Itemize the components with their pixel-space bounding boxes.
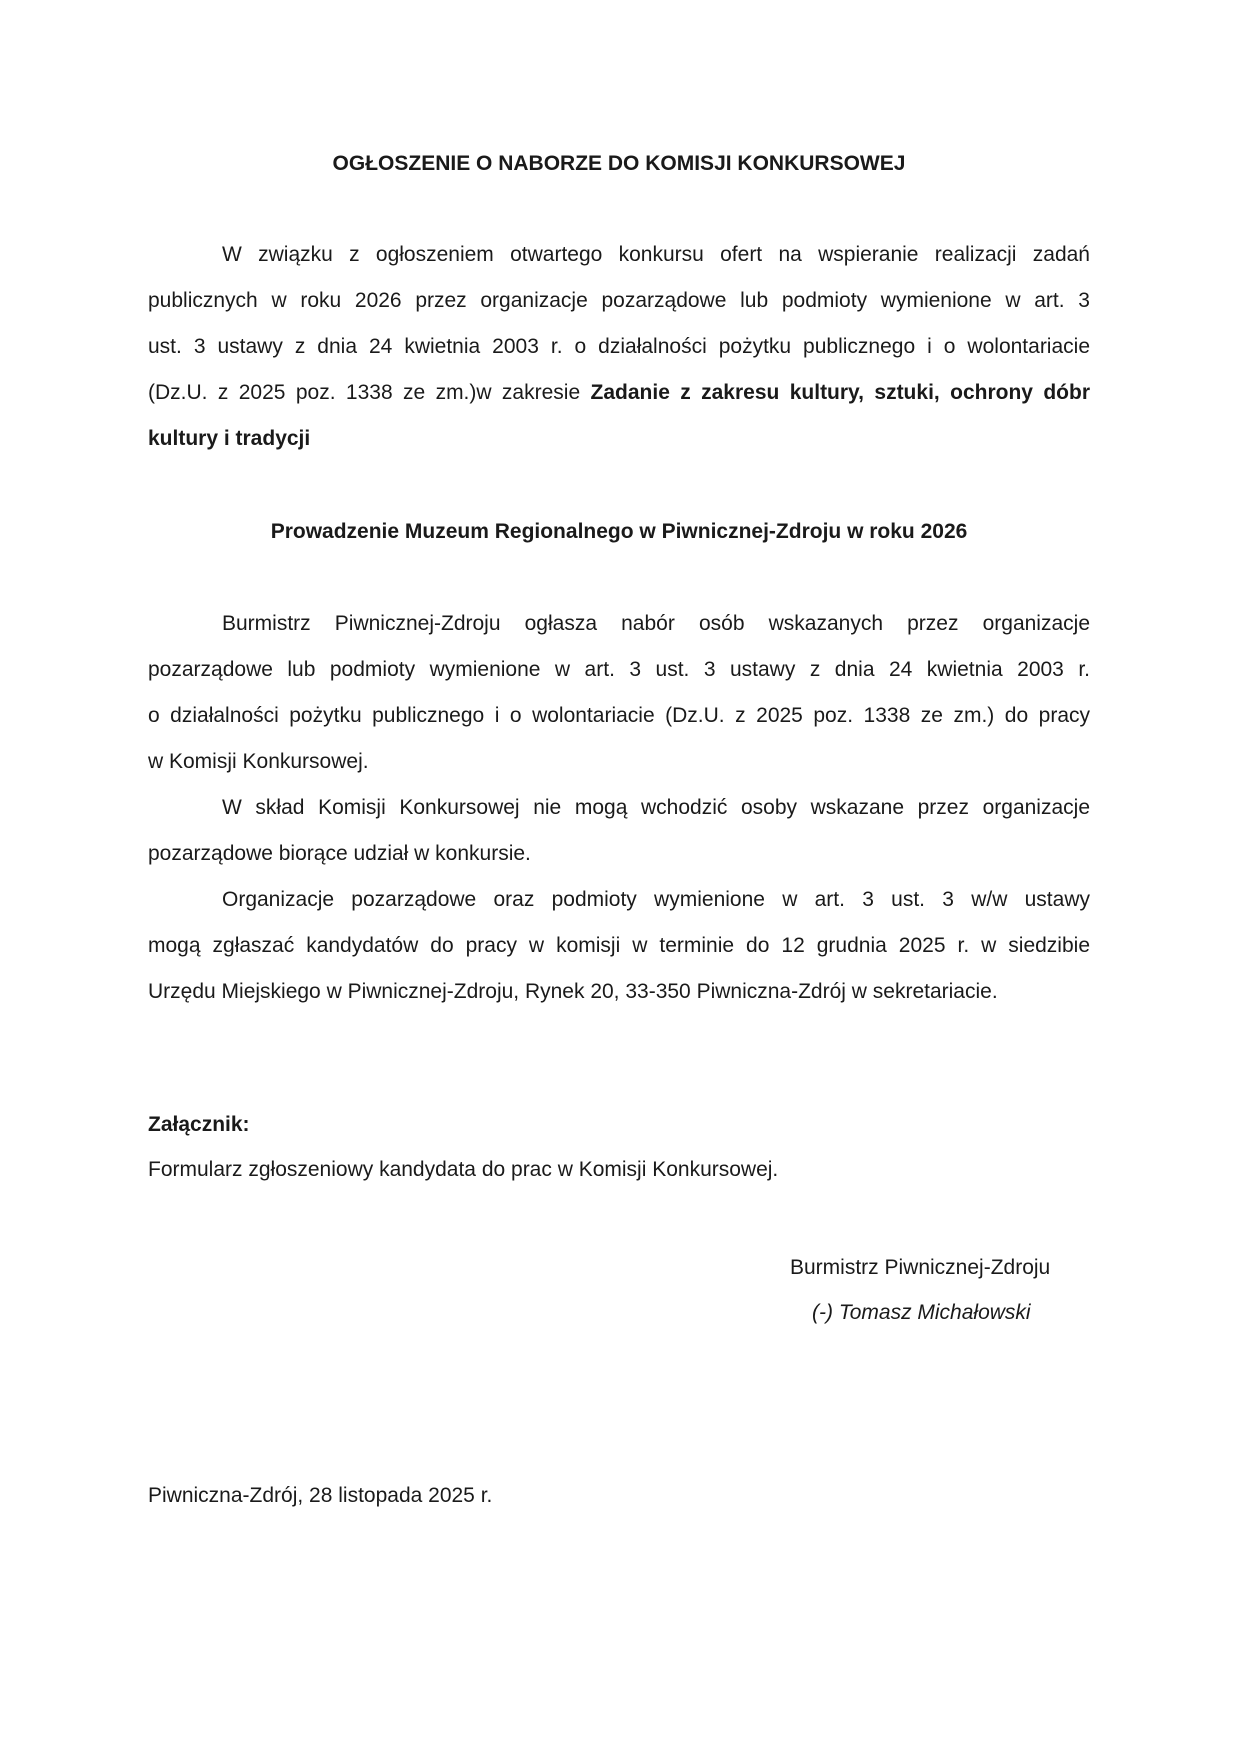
task-subtitle: Prowadzenie Muzeum Regionalnego w Piwnicznej-Zdroju w roku 2026 bbox=[270, 520, 968, 543]
place-date: Piwniczna-Zdrój, 28 listopada 2025 r. bbox=[148, 1484, 493, 1507]
attachment-label: Załącznik: bbox=[148, 1113, 250, 1136]
signature-role: Burmistrz Piwnicznej-Zdroju bbox=[790, 1256, 1051, 1279]
paragraph2-line-1: W skład Komisji Konkursowej nie mogą wchodzić osoby wskazane przez organizacje bbox=[222, 796, 1090, 819]
paragraph1-line-1: Burmistrz Piwnicznej-Zdroju ogłasza nabór osób wskazanych przez organizacje bbox=[222, 612, 1090, 635]
intro-line-4 bbox=[148, 379, 1090, 407]
paragraph2-line-2: pozarządowe biorące udział w konkursie. bbox=[148, 842, 531, 865]
document-title: OGŁOSZENIE O NABORZE DO KOMISJI KONKURSOWEJ bbox=[332, 152, 906, 175]
intro-line-3: ust. 3 ustawy z dnia 24 kwietnia 2003 r. o działalności pożytku publicznego i o wolontariacie bbox=[148, 335, 1090, 358]
paragraph3-line-2: mogą zgłaszać kandydatów do pracy w komisji w terminie do 12 grudnia 2025 r. w siedzibie bbox=[148, 934, 1090, 957]
intro-line-2: publicznych w roku 2026 przez organizacje pozarządowe lub podmioty wymienione w art. 3 bbox=[148, 289, 1090, 312]
paragraph1-line-4: w Komisji Konkursowej. bbox=[148, 750, 369, 773]
paragraph3-line-3: Urzędu Miejskiego w Piwnicznej-Zdroju, Rynek 20, 33-350 Piwniczna-Zdrój w sekretariacie. bbox=[148, 980, 998, 1003]
paragraph3-line-1: Organizacje pozarządowe oraz podmioty wymienione w art. 3 ust. 3 w/w ustawy bbox=[222, 888, 1090, 911]
attachment-text: Formularz zgłoszeniowy kandydata do prac w Komisji Konkursowej. bbox=[148, 1158, 779, 1181]
intro-line-1: W związku z ogłoszeniem otwartego konkursu ofert na wspieranie realizacji zadań bbox=[222, 243, 1090, 266]
paragraph1-line-2: pozarządowe lub podmioty wymienione w art. 3 ust. 3 ustawy z dnia 24 kwietnia 2003 r. bbox=[148, 658, 1090, 681]
task-scope-bold: Zadanie z zakresu kultury, sztuki, ochrony dóbr bbox=[590, 381, 1090, 404]
intro-line-4-plain: (Dz.U. z 2025 poz. 1338 ze zm.)w zakresie bbox=[148, 381, 591, 404]
paragraph1-line-3: o działalności pożytku publicznego i o wolontariacie (Dz.U. z 2025 poz. 1338 ze zm.) do pracy bbox=[148, 704, 1090, 727]
signature-name: (-) Tomasz Michałowski bbox=[812, 1301, 1031, 1324]
intro-line-5: kultury i tradycji bbox=[148, 427, 311, 450]
